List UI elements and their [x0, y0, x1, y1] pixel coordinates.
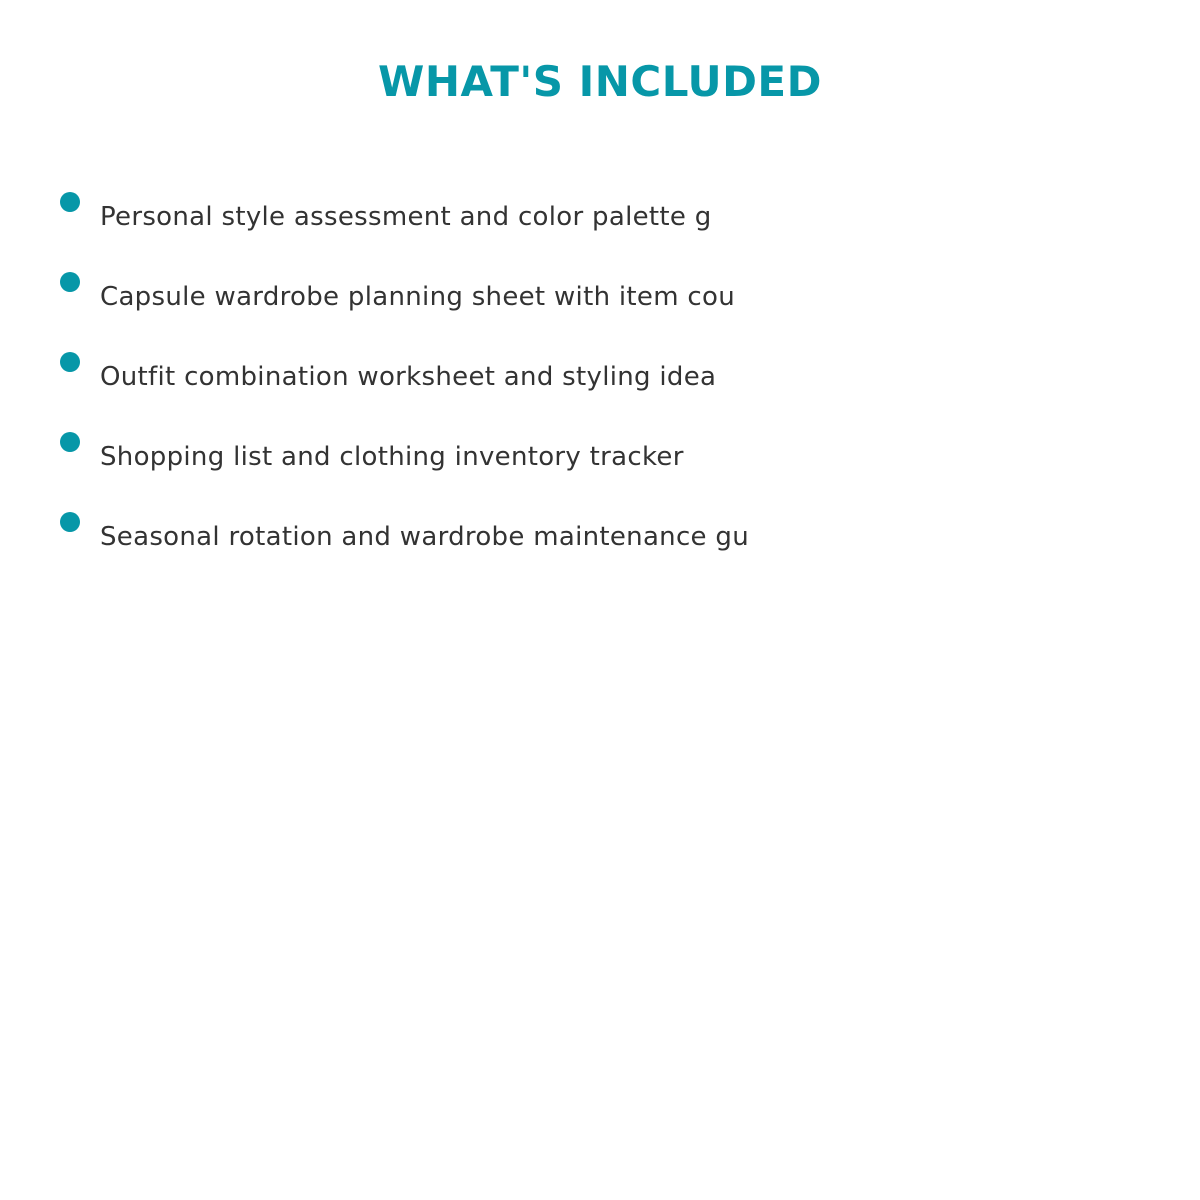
- list-item: [0, 180, 1200, 260]
- bullet-dot-icon: [60, 432, 80, 452]
- bullet-dot-icon: [60, 192, 80, 212]
- bullet-dot-icon: [60, 272, 80, 292]
- list-item-text: Outfit combination worksheet and styling idea: [100, 362, 717, 392]
- list-item: [0, 340, 1200, 420]
- bullet-dot-icon: [60, 512, 80, 532]
- bullet-dot-icon: [60, 352, 80, 372]
- list-item: [0, 500, 1200, 580]
- list-item-text: Personal style assessment and color palette g: [100, 202, 712, 232]
- list-item-text: Seasonal rotation and wardrobe maintenance gu: [100, 522, 749, 552]
- list-item-text: Shopping list and clothing inventory tracker: [100, 442, 684, 472]
- list-item: [0, 260, 1200, 340]
- list-item: [0, 420, 1200, 500]
- page-title: WHAT'S INCLUDED: [378, 57, 822, 106]
- list-item-text: Capsule wardrobe planning sheet with item cou: [100, 282, 735, 312]
- included-list: [0, 180, 1200, 580]
